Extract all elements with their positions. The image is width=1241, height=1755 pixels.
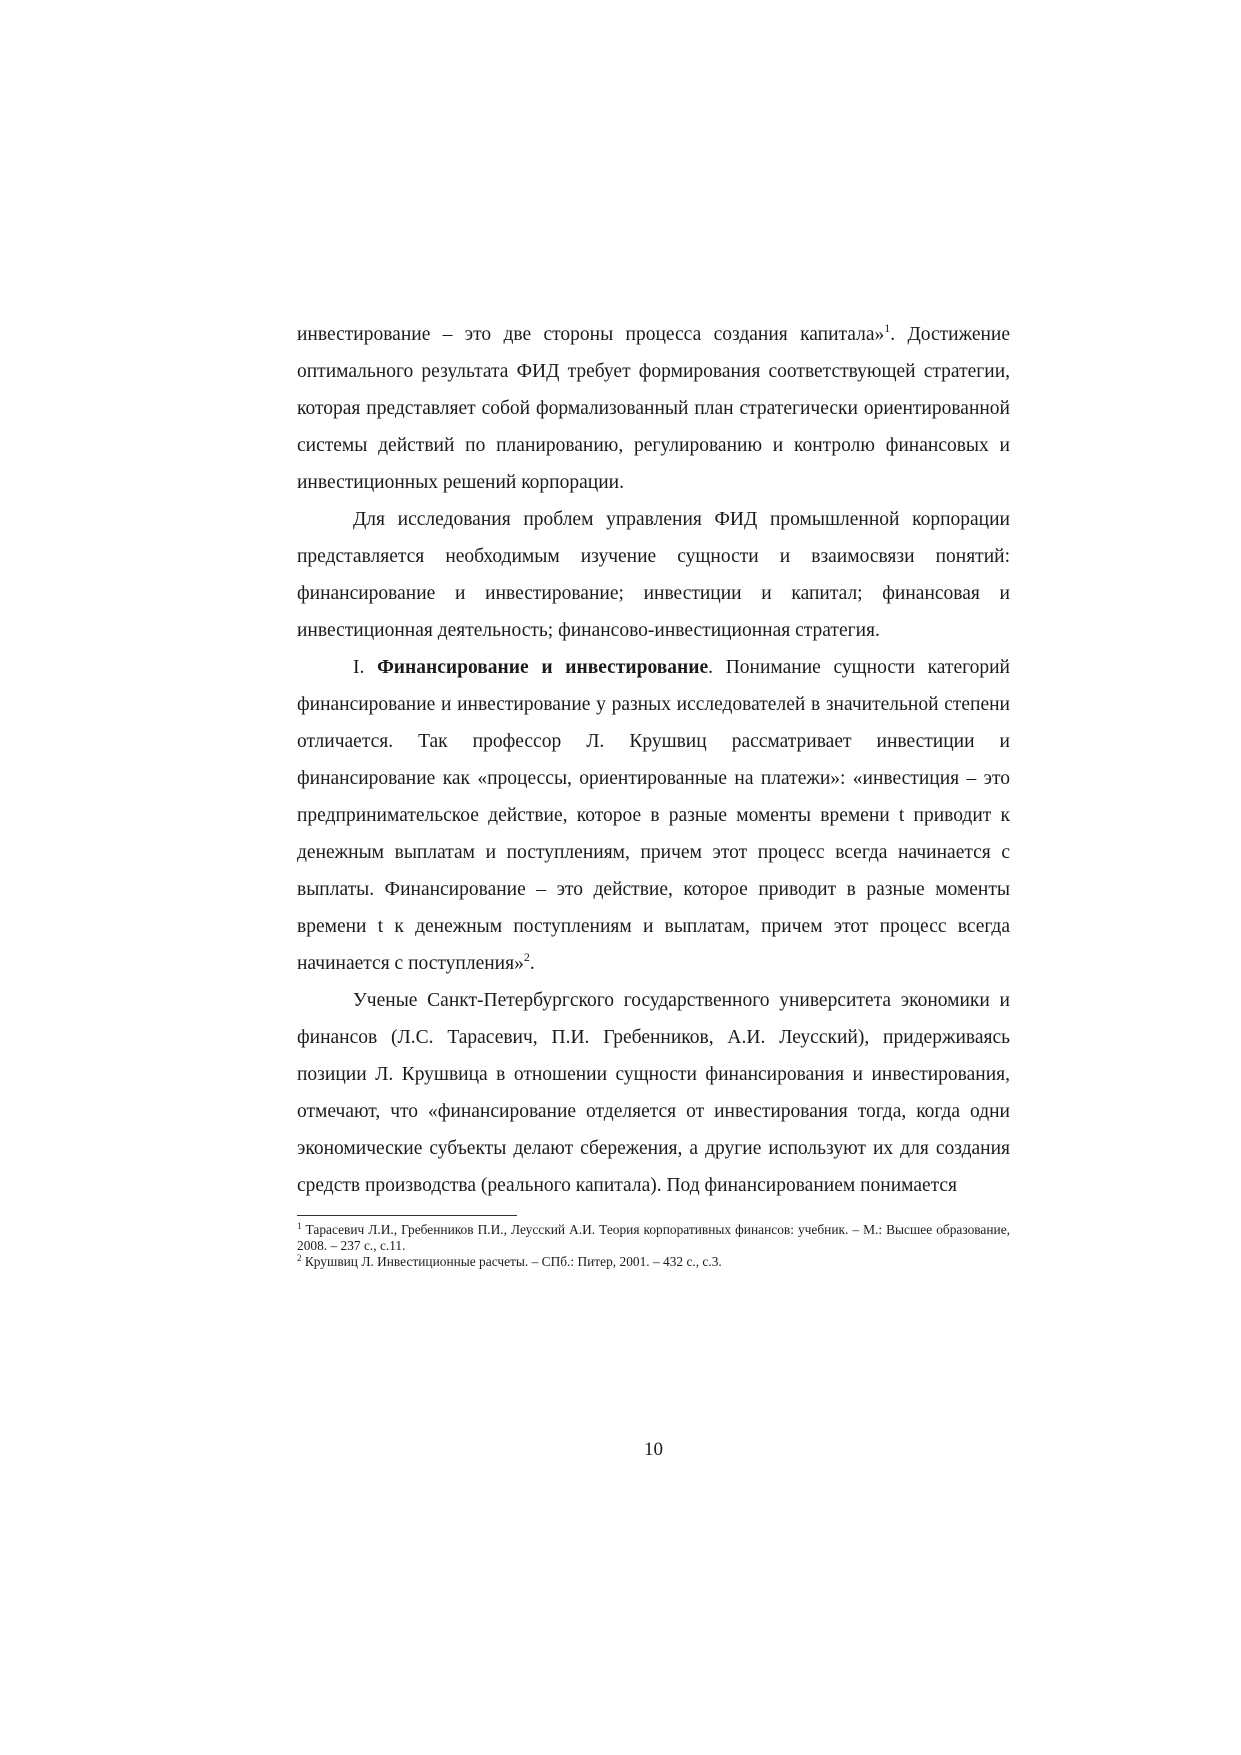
paragraph-3 <box>297 649 1010 982</box>
paragraph-1-tail: . Достижение оптимального результата ФИД требует формирования соответствующей стратегии, которая представляет собой формализованный план стратегически ориентированной системы действий по планированию, регулированию и контролю финансовых и инвестиционных решений корпорации. <box>297 324 1011 493</box>
footnote-ref-2[interactable]: 2 <box>523 950 530 964</box>
paragraph-2: Для исследования проблем управления ФИД промышленной корпорации представляется необходимым изучение сущности и взаимосвязи понятий: финансирование и инвестирование; инвестиции и капитал; финансовая и инвестиционная деятельность; финансово-инвестиционная стратегия. <box>297 509 1010 641</box>
paragraph-1-text: инвестирование – это две стороны процесса создания капитала» <box>297 324 885 345</box>
footnote-divider <box>297 1215 517 1216</box>
footnote-1-text: Тарасевич Л.И., Гребенников П.И., Леусский А.И. Теория корпоративных финансов: учебник. – М.: Высшее образование, 2008. – 237 с., с.11. <box>297 1222 1010 1253</box>
paragraph-4: Ученые Санкт-Петербургского государственного университета экономики и финансов (Л.С. Тарасевич, П.И. Гребенников, А.И. Леусский), придерживаясь позиции Л. Крушвица в отношении сущности финансирования и инвестирования, отмечают, что «финансирование отделяется от инвестирования тогда, когда одни экономические субъекты делают сбережения, а другие используют их для создания средств производства (реального капитала). Под финансированием понимается <box>297 990 1010 1196</box>
paragraph-1 <box>297 316 1010 501</box>
section-number: I. <box>353 657 365 678</box>
footnote-2-marker: 2 <box>297 1253 302 1263</box>
section-heading: Финансирование и инвестирование <box>377 657 709 678</box>
footnote-2 <box>297 1254 1010 1270</box>
footnote-1-marker: 1 <box>297 1221 302 1231</box>
footnote-ref-1[interactable]: 1 <box>884 321 891 335</box>
footnotes <box>297 1222 1010 1270</box>
paragraph-3-text: . Понимание сущности категорий финансирование и инвестирование у разных исследователей в значительной степени отличается. Так профессор Л. Крушвиц рассматривает инвестиции и финансирование как «процессы, ориентированные на платежи»: «инвестиция – это предпринимательское действие, которое в разные моменты времени t приводит к денежным выплатам и поступлениям, причем этот процесс всегда начинается с выплаты. Финансирование – это действие, которое приводит в разные моменты времени t к денежным поступлениям и выплатам, причем этот процесс всегда начинается с поступления» <box>297 657 1010 974</box>
page-number: 10 <box>644 1439 663 1460</box>
footnote-2-text: Крушвиц Л. Инвестиционные расчеты. – СПб.: Питер, 2001. – 432 с., с.3. <box>304 1254 722 1269</box>
paragraph-3-tail: . <box>529 953 535 974</box>
page-body <box>297 316 1010 1270</box>
footnote-1 <box>297 1222 1010 1254</box>
